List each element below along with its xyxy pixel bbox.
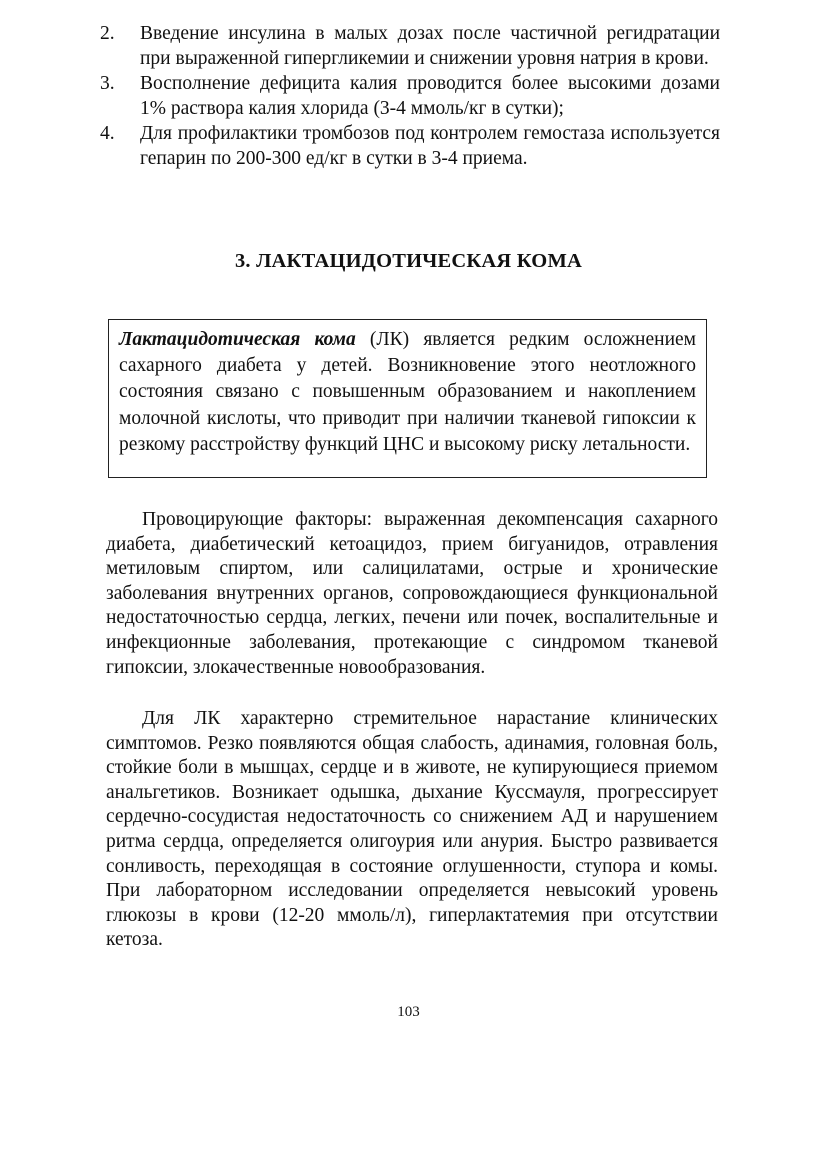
- numbered-list: [100, 22, 720, 171]
- list-item: [100, 72, 720, 121]
- definition-term: Лактацидотическая кома: [119, 329, 356, 350]
- list-item-text: Восполнение дефицита калия проводится более высокими дозами 1% раствора калия хлорида (3-4 ммоль/кг в сутки);: [140, 73, 720, 119]
- paragraph-provoking-factors: Провоцирующие факторы: выраженная декомпенсация сахарного диабета, диабетический кетоацидоз, прием бигуанидов, отравления метиловым спиртом, или салицилатами, острые и хронические заболевания внутренних органов, сопровождающиеся функциональной недостаточностью сердца, легких, печени или почек, воспалительные и инфекционные заболевания, протекающие с синдромом тканевой гипоксии, злокачественные новообразования.: [106, 509, 718, 678]
- list-item-number: 3.: [100, 73, 115, 94]
- list-item: [100, 22, 720, 71]
- list-item-text: Для профилактики тромбозов под контролем гемостаза используется гепарин по 200-300 ед/кг в сутки в 3-4 приема.: [140, 123, 720, 169]
- list-item-number: 4.: [100, 123, 115, 144]
- list-item-number: 2.: [100, 23, 115, 44]
- list-item: [100, 122, 720, 171]
- page-number: 103: [397, 1004, 420, 1020]
- paragraph-clinical-symptoms: Для ЛК характерно стремительное нарастание клинических симптомов. Резко появляются общая слабость, адинамия, головная боль, стойкие боли в мышцах, сердце и в животе, не купирующиеся приемом анальгетиков. Возникает одышка, дыхание Куссмауля, прогрессирует сердечно-сосудистая недостаточность со снижением АД и нарушением ритма сердца, определяется олигоурия или анурия. Быстро развивается сонливость, переходящая в состояние оглушенности, ступора и комы. При лабораторном исследовании определяется невысокий уровень глюкозы в крови (12-20 ммоль/л), гиперлактатемия при отсутствии кетоза.: [106, 708, 718, 951]
- list-item-text: Введение инсулина в малых дозах после частичной регидратации при выраженной гипергликемии и снижении уровня натрия в крови.: [140, 23, 720, 69]
- section-title: 3. ЛАКТАЦИДОТИЧЕСКАЯ КОМА: [234, 250, 583, 272]
- definition-box: [108, 319, 707, 478]
- definition-text: (ЛК) является редким осложнением сахарного диабета у детей. Возникновение этого неотложного состояния связано с повышенным образованием и накоплением молочной кислоты, что приводит при наличии тканевой гипоксии к резкому расстройству функций ЦНС и высокому риску летальности.: [119, 329, 696, 455]
